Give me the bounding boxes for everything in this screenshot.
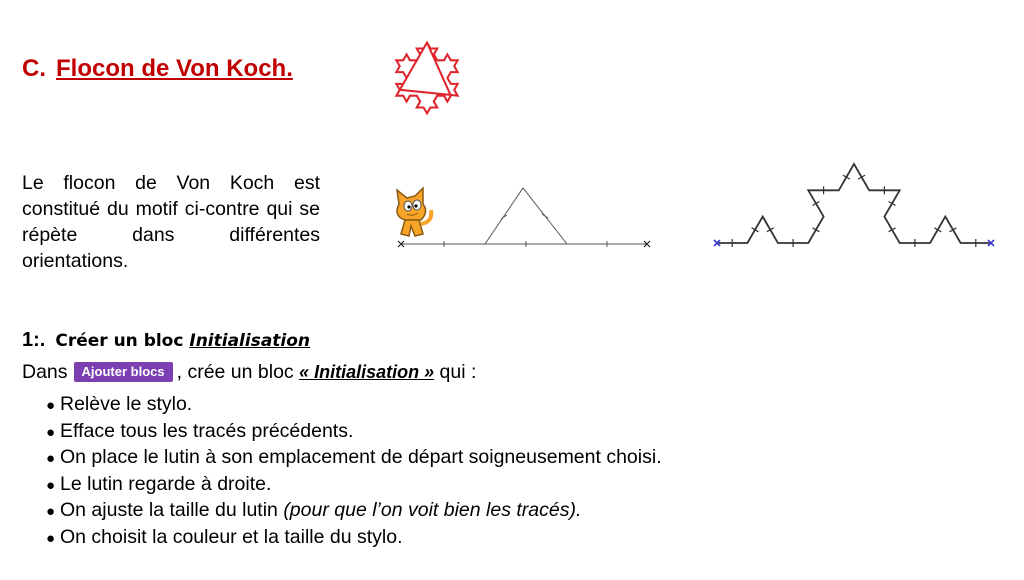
step-label-prefix: Créer un bloc xyxy=(55,331,190,351)
ajouter-blocs-button[interactable]: Ajouter blocs xyxy=(74,362,173,382)
instruction-before: Dans xyxy=(22,361,68,383)
section-title xyxy=(22,55,293,83)
bullet-icon: ● xyxy=(46,423,56,441)
list-item: ● Relève le stylo. xyxy=(46,392,662,419)
bullet-icon: ● xyxy=(46,450,56,467)
section-number: C. xyxy=(22,55,46,82)
koch-curve-level2-diagram xyxy=(712,152,998,252)
bullet-icon: ● xyxy=(46,476,56,494)
list-item: ● On place le lutin à son emplacement de départ soigneusement choisi. xyxy=(46,445,662,472)
step-label-block: Initialisation xyxy=(189,331,311,351)
section-title-text: Flocon de Von Koch. xyxy=(56,55,293,82)
steps-list xyxy=(46,392,662,551)
instruction-middle: , crée un bloc xyxy=(176,361,300,383)
intro-paragraph: Le flocon de Von Koch est constitué du motif ci-contre qui se répète dans différentes orientations. xyxy=(22,172,320,272)
step-label xyxy=(55,331,310,351)
list-item: ● On ajuste la taille du lutin (pour que l’on voit bien les tracés). xyxy=(46,498,662,525)
list-item-italic: (pour que l’on voit bien les tracés). xyxy=(283,499,582,521)
instruction-after: qui : xyxy=(434,361,477,383)
list-item: ● On choisit la couleur et la taille du stylo. xyxy=(46,525,662,552)
block-name: « Initialisation » xyxy=(299,362,435,382)
bullet-icon: ● xyxy=(46,529,56,547)
bullet-icon: ● xyxy=(46,503,56,520)
step-heading xyxy=(22,329,310,352)
koch-snowflake-icon xyxy=(377,24,477,132)
instruction-line xyxy=(22,361,476,384)
bullet-icon: ● xyxy=(46,397,56,414)
step-number: 1:. xyxy=(22,329,46,351)
koch-motif-construction-diagram xyxy=(395,183,657,253)
list-item: ● Le lutin regarde à droite. xyxy=(46,472,662,499)
list-item: ● Efface tous les tracés précédents. xyxy=(46,419,662,446)
